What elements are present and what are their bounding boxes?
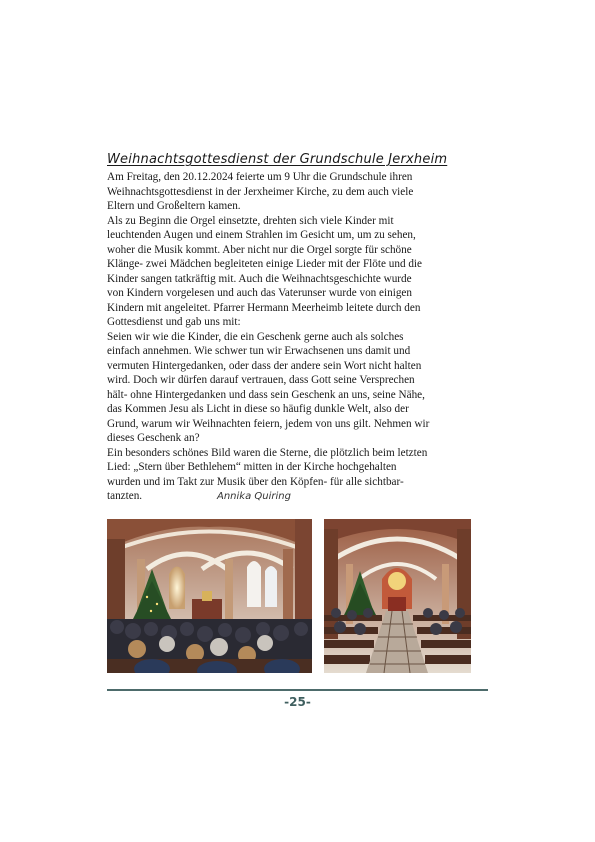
body-line: woher die Musik kommt. Aber nicht nur die Orgel sorgte für schöne	[107, 243, 412, 256]
body-line: Grund, warum wir Weihnachten feiern, jedem von uns gilt. Nehmen wir	[107, 417, 430, 430]
body-line: leuchtenden Augen und einem Strahlen im Gesicht um, um zu sehen,	[107, 229, 416, 241]
body-line: Gottesdienst und gab uns mit:	[107, 316, 241, 328]
footer-divider	[107, 689, 488, 691]
body-line: tanzten.	[107, 490, 143, 502]
body-line: Eltern und Großeltern kamen.	[107, 200, 241, 212]
article-body	[107, 170, 479, 504]
body-line: hält- ohne Hintergedanken und dass sein Geschenk an uns, seine Nähe,	[107, 388, 425, 401]
body-line: Klänge- zwei Mädchen begleiteten einige Lieder mit der Flöte und die	[107, 258, 422, 270]
article-title: Weihnachtsgottesdienst der Grundschule Jerxheim	[107, 152, 448, 167]
church-interior-congregation-photo	[107, 519, 312, 673]
author-signature: Annika Quiring	[217, 491, 291, 502]
body-line: wird. Doch wir dürfen darauf vertrauen, dass Gott seine Versprechen	[107, 374, 415, 386]
body-line: Seien wir wie die Kinder, die ein Geschenk gerne auch als solches	[107, 330, 404, 343]
body-line: von Kindern vorgelesen und auch das Vaterunser wurde von einigen	[107, 287, 412, 299]
body-line: einfach annehmen. Wie schwer tun wir Erwachsenen uns damit und	[107, 345, 411, 357]
body-line: wurden und im Takt zur Musik über den Köpfen- für alle sichtbar-	[107, 475, 404, 488]
body-line: Als zu Beginn die Orgel einsetzte, drehten sich viele Kinder mit	[107, 214, 394, 227]
body-line: dieses Geschenk an?	[107, 432, 200, 444]
body-line: Lied: „Stern über Bethlehem“ mitten in der Kirche hochgehalten	[107, 461, 397, 473]
body-line: vermuten Hintergedanken, oder dass der andere sein Wort nicht halten	[107, 359, 422, 372]
church-aisle-altar-photo	[324, 519, 471, 673]
body-line: Weihnachtsgottesdienst in der Jerxheimer Kirche, zu dem auch viele	[107, 185, 414, 198]
body-line: Kindern mit angeleitet. Pfarrer Hermann Meerheimb leitete durch den	[107, 301, 421, 314]
body-line: das Kommen Jesu als Licht in diese so häufig dunkle Welt, also der	[107, 403, 409, 415]
body-line: Ein besonders schönes Bild waren die Sterne, die plötzlich beim letzten	[107, 446, 428, 459]
page-number: -25-	[284, 695, 311, 709]
body-line: Kinder sangen tatkräftig mit. Auch die Weihnachtsgeschichte wurde	[107, 272, 412, 285]
body-line: Am Freitag, den 20.12.2024 feierte um 9 Uhr die Grundschule ihren	[107, 171, 413, 183]
